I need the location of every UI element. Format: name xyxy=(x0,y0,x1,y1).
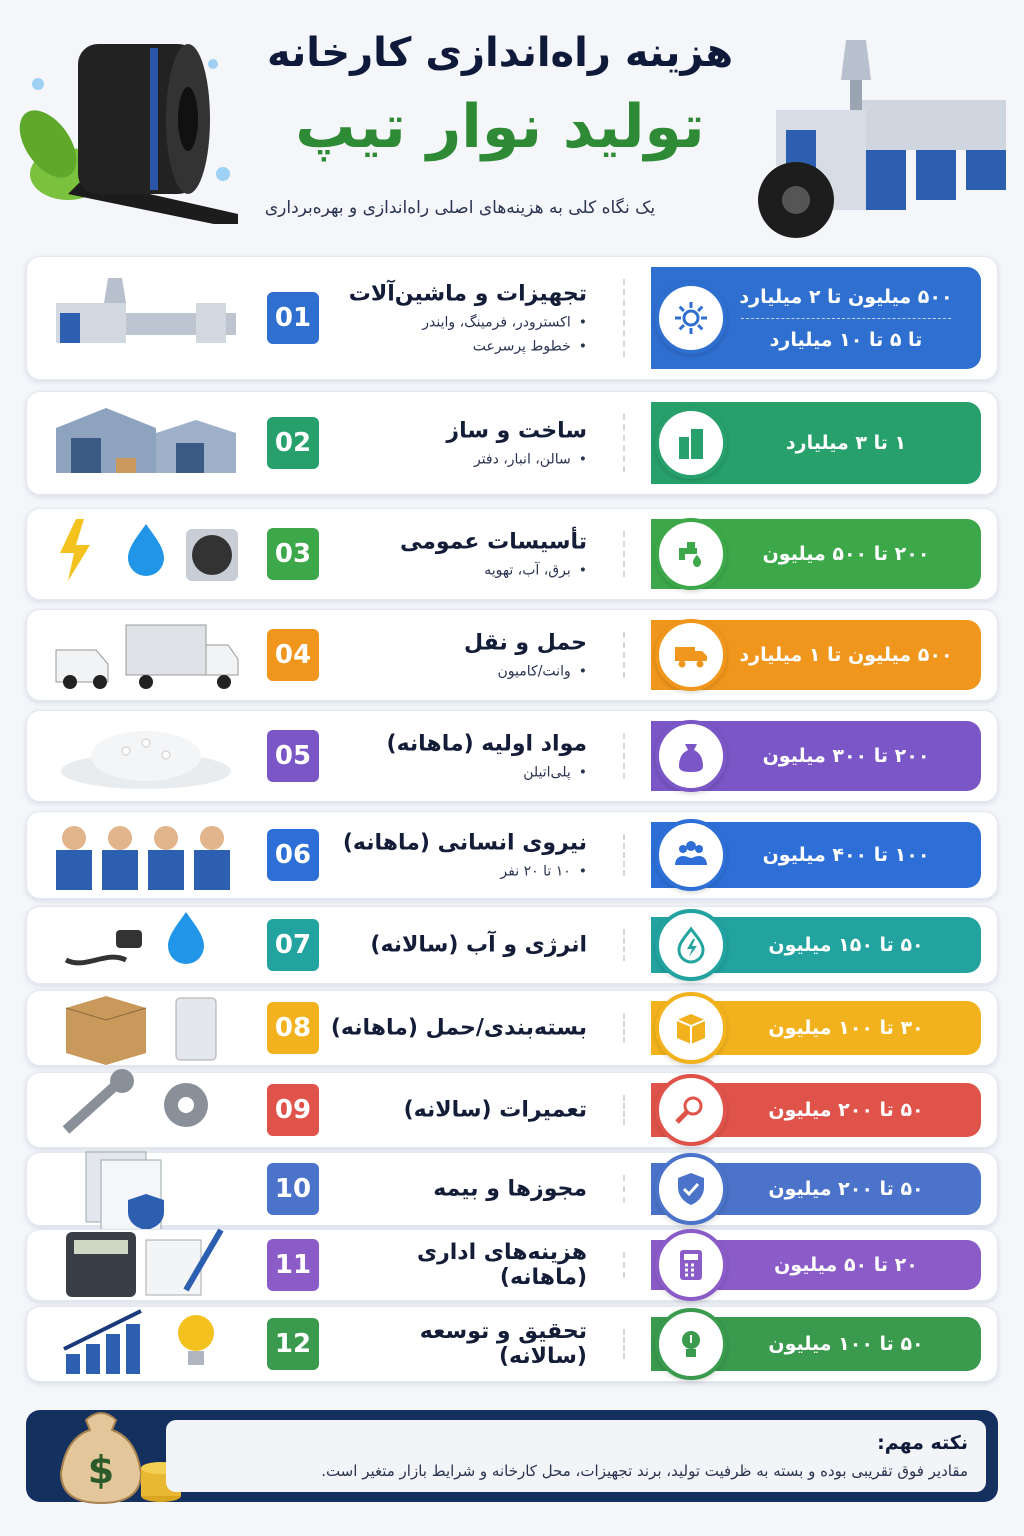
item-number-badge: 01 xyxy=(267,292,319,344)
workers-image xyxy=(41,810,251,900)
item-number-badge: 10 xyxy=(267,1163,319,1215)
cost-item-bullet: • اکسترودر، فرمینگ، وایندر xyxy=(327,315,587,331)
cost-item-row xyxy=(26,710,998,802)
row-divider xyxy=(623,1013,625,1043)
cost-item-bullet: • سالن، انبار، دفتر xyxy=(327,452,587,468)
calculator-icon xyxy=(655,1229,727,1301)
cost-item-row xyxy=(26,1306,998,1382)
cost-item-title: نیروی انسانی (ماهانه) xyxy=(342,830,587,856)
cost-item-bullet: • وانت/کامیون xyxy=(327,664,587,680)
cost-range-text: ۲۰ تا ۵۰ میلیون xyxy=(774,1254,918,1276)
cost-item-row xyxy=(26,811,998,899)
cost-item-row xyxy=(26,391,998,495)
row-divider xyxy=(623,1329,625,1359)
item-number-badge: 06 xyxy=(267,829,319,881)
page-title-line2: تولید نوار تیپ xyxy=(295,92,705,162)
cost-range-text: ۵۰ تا ۱۰۰ میلیون xyxy=(768,1333,924,1355)
cost-item-title: هزینه‌های اداری (ماهانه) xyxy=(416,1240,587,1290)
cost-range-text: ۱ تا ۳ میلیارد xyxy=(785,432,907,454)
cost-item-title: انرژی و آب (سالانه) xyxy=(370,932,587,958)
machine-image xyxy=(41,273,251,363)
svg-text:$: $ xyxy=(87,1448,115,1492)
cost-item-title: ساخت و ساز xyxy=(446,418,587,444)
sack-icon xyxy=(655,720,727,792)
item-number-badge: 11 xyxy=(267,1239,319,1291)
energy-icon xyxy=(655,909,727,981)
cost-item-text xyxy=(327,1098,587,1123)
note-title: نکته مهم: xyxy=(877,1432,968,1454)
cost-item-row xyxy=(26,1072,998,1148)
lightbulb-icon xyxy=(655,1308,727,1380)
packaging-image xyxy=(41,983,251,1073)
row-divider xyxy=(623,414,625,472)
cost-range-text: ۲۰۰ تا ۳۰۰ میلیون xyxy=(762,745,930,767)
note-content xyxy=(166,1420,986,1492)
item-number-badge: 02 xyxy=(267,417,319,469)
item-number-badge: 03 xyxy=(267,528,319,580)
row-divider xyxy=(623,279,625,357)
truck-icon xyxy=(655,619,727,691)
growth-image xyxy=(41,1299,251,1389)
row-divider xyxy=(623,834,625,876)
row-divider xyxy=(623,1095,625,1125)
cost-item-text xyxy=(327,1240,587,1290)
important-note-panel xyxy=(26,1410,998,1502)
row-divider xyxy=(623,733,625,779)
cost-item-text xyxy=(327,1177,587,1202)
cost-item-text xyxy=(327,419,587,468)
cost-item-bullet: • ۱۰ تا ۲۰ نفر xyxy=(327,864,587,880)
cost-item-title: تعمیرات (سالانه) xyxy=(403,1097,587,1123)
item-number-badge: 05 xyxy=(267,730,319,782)
item-number-badge: 09 xyxy=(267,1084,319,1136)
item-number-badge: 12 xyxy=(267,1318,319,1370)
cost-range-text-secondary: تا ۵ تا ۱۰ میلیارد xyxy=(741,318,951,351)
cost-range-text: ۲۰۰ تا ۵۰۰ میلیون xyxy=(762,543,930,565)
cost-range-text: ۵۰۰ میلیون تا ۱ میلیارد xyxy=(739,644,953,666)
row-divider xyxy=(623,632,625,678)
item-number-badge: 08 xyxy=(267,1002,319,1054)
granules-image xyxy=(41,711,251,801)
cost-range-text: ۵۰۰ میلیون تا ۲ میلیارد xyxy=(739,285,953,308)
cost-range-text: ۳۰ تا ۱۰۰ میلیون xyxy=(768,1017,924,1039)
wrench-gear-icon xyxy=(655,1074,727,1146)
drip-tape-roll-image xyxy=(8,24,248,224)
cost-item-title: تأسیسات عمومی xyxy=(400,529,587,555)
cost-item-bullet: • برق، آب، تهویه xyxy=(327,563,587,579)
cost-range-text: ۵۰ تا ۱۵۰ میلیون xyxy=(768,934,924,956)
cost-item-bullet: • پلی‌اتیلن xyxy=(327,765,587,781)
item-number-badge: 07 xyxy=(267,919,319,971)
row-divider xyxy=(623,929,625,961)
production-line-image xyxy=(756,20,1016,240)
cost-range-text: ۱۰۰ تا ۴۰۰ میلیون xyxy=(762,844,930,866)
tools-image xyxy=(41,1065,251,1155)
item-number-badge: 04 xyxy=(267,629,319,681)
people-icon xyxy=(655,819,727,891)
cost-item-row xyxy=(26,1152,998,1226)
calculator-image xyxy=(41,1220,251,1310)
cost-range-text: ۵۰ تا ۲۰۰ میلیون xyxy=(768,1099,924,1121)
cost-item-text xyxy=(327,1319,587,1369)
cost-item-title: بسته‌بندی/حمل (ماهانه) xyxy=(330,1015,587,1041)
header xyxy=(0,0,1024,248)
cost-item-title: تجهیزات و ماشین‌آلات xyxy=(348,281,587,307)
shield-check-icon xyxy=(655,1153,727,1225)
cost-item-row xyxy=(26,609,998,701)
cost-item-text xyxy=(327,933,587,958)
row-divider xyxy=(623,1252,625,1278)
cost-item-text xyxy=(327,530,587,579)
cost-item-text xyxy=(327,831,587,880)
trucks-image xyxy=(41,610,251,700)
cost-item-row xyxy=(26,906,998,984)
cost-range-text: ۵۰ تا ۲۰۰ میلیون xyxy=(768,1178,924,1200)
page-title-line1: هزینه راه‌اندازی کارخانه xyxy=(266,30,734,76)
cost-item-title: مواد اولیه (ماهانه) xyxy=(386,731,587,757)
warehouse-image xyxy=(41,398,251,488)
utilities-image xyxy=(41,509,251,599)
row-divider xyxy=(623,531,625,577)
faucet-icon xyxy=(655,518,727,590)
cost-item-title: تحقیق و توسعه (سالانه) xyxy=(419,1319,587,1369)
cost-item-title: حمل و نقل xyxy=(464,630,587,656)
note-text: مقادیر فوق تقریبی بوده و بسته به ظرفیت تولید، برند تجهیزات، محل کارخانه و شرایط بازار متغیر است. xyxy=(321,1462,968,1480)
cost-item-bullet: • خطوط پرسرعت xyxy=(327,339,587,355)
gear-icon xyxy=(655,282,727,354)
cost-item-row xyxy=(26,256,998,380)
page-subtitle: یک نگاه کلی به هزینه‌های اصلی راه‌اندازی و بهره‌برداری xyxy=(264,198,656,218)
cost-item-text xyxy=(327,1016,587,1041)
plug-drop-image xyxy=(41,900,251,990)
cost-item-row xyxy=(26,1229,998,1301)
cost-item-text xyxy=(327,631,587,680)
cost-item-row xyxy=(26,990,998,1066)
cost-item-text xyxy=(327,282,587,355)
cost-item-text xyxy=(327,732,587,781)
box-icon xyxy=(655,992,727,1064)
cost-item-row xyxy=(26,508,998,600)
building-icon xyxy=(655,407,727,479)
row-divider xyxy=(623,1175,625,1203)
cost-item-title: مجوزها و بیمه xyxy=(433,1176,587,1202)
